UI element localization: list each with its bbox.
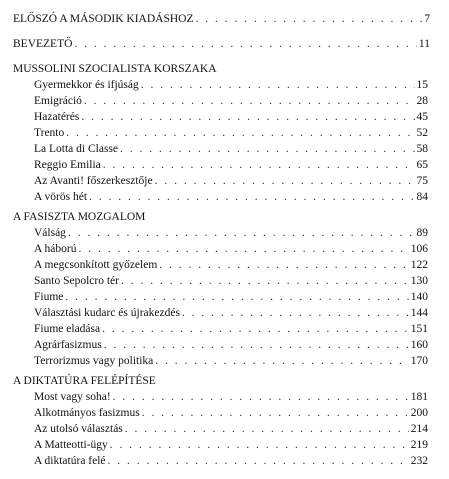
dot-leader — [103, 159, 415, 172]
dot-leader — [68, 227, 415, 240]
entry-page: 151 — [410, 323, 428, 335]
entry-page: 130 — [410, 275, 428, 287]
section-heading: A DIKTATÚRA FELÉPÍTÉSE — [13, 375, 156, 387]
toc-entry — [34, 275, 428, 288]
entry-page: 214 — [410, 423, 428, 435]
toc-entry — [34, 291, 428, 304]
entry-page: 28 — [416, 95, 428, 107]
toc-entry — [34, 243, 428, 256]
toc-entry — [34, 227, 428, 240]
entry-title: Most vagy soha! — [34, 391, 111, 403]
toc-entry — [34, 323, 428, 336]
entry-title: La Lotta di Classe — [34, 143, 118, 155]
entry-page: 232 — [410, 455, 428, 467]
entry-title: Az Avanti! főszerkesztője — [34, 175, 153, 187]
entry-page: 160 — [410, 339, 428, 351]
entry-page: 122 — [410, 259, 428, 271]
toc-entry — [34, 339, 428, 352]
dot-leader — [196, 13, 423, 26]
toc-entry — [34, 391, 428, 404]
entry-title: ELŐSZÓ A MÁSODIK KIADÁSHOZ — [13, 13, 194, 25]
entry-title: A diktatúra felé — [34, 455, 106, 467]
entry-title: Válság — [34, 227, 66, 239]
dot-leader — [104, 339, 409, 352]
entry-title: BEVEZETŐ — [13, 38, 73, 50]
entry-title: A Matteotti-ügy — [34, 439, 108, 451]
dot-leader — [81, 111, 414, 124]
dot-leader — [66, 127, 414, 140]
entry-page: 200 — [410, 407, 428, 419]
entry-title: Santo Sepolcro tér — [34, 275, 119, 287]
toc-entry — [34, 95, 428, 108]
entry-page: 75 — [416, 175, 428, 187]
toc-entry — [34, 79, 428, 92]
dot-leader — [108, 455, 409, 468]
entry-page: 7 — [424, 13, 430, 25]
entry-title: A háború — [34, 243, 77, 255]
toc-entry-preface — [13, 13, 430, 26]
entry-page: 106 — [410, 243, 428, 255]
entry-title: Reggio Emilia — [34, 159, 101, 171]
dot-leader — [102, 323, 409, 336]
toc-entry — [34, 111, 428, 124]
dot-leader — [125, 423, 409, 436]
entry-page: 58 — [416, 143, 428, 155]
entry-title: A megcsonkított győzelem — [34, 259, 158, 271]
dot-leader — [121, 275, 409, 288]
toc-entry — [34, 455, 428, 468]
entry-page: 15 — [416, 79, 428, 91]
toc-entry — [34, 355, 428, 368]
toc-entry — [34, 159, 428, 172]
entry-page: 52 — [416, 127, 428, 139]
entry-title: Hazatérés — [34, 111, 80, 123]
toc-entry — [34, 191, 428, 204]
dot-leader — [155, 175, 415, 188]
section-heading: MUSSOLINI SZOCIALISTA KORSZAKA — [13, 63, 217, 75]
entry-title: Választási kudarc és újrakezdés — [34, 307, 180, 319]
section-heading: A FASISZTA MOZGALOM — [13, 211, 146, 223]
dot-leader — [65, 291, 408, 304]
entry-page: 45 — [416, 111, 428, 123]
entry-title: Terrorizmus vagy politika — [34, 355, 154, 367]
dot-leader — [113, 391, 409, 404]
dot-leader — [141, 79, 415, 92]
toc-entry — [34, 259, 428, 272]
entry-title: Az utolsó választás — [34, 423, 123, 435]
entry-title: Trento — [34, 127, 65, 139]
entry-page: 89 — [416, 227, 428, 239]
toc-entry — [34, 127, 428, 140]
toc-entry — [34, 407, 428, 420]
entry-page: 84 — [416, 191, 428, 203]
entry-title: Agrárfasizmus — [34, 339, 102, 351]
entry-title: Gyermekkor és ifjúság — [34, 79, 139, 91]
dot-leader — [159, 259, 408, 272]
entry-title: Alkotmányos fasizmus — [34, 407, 140, 419]
entry-title: Fiume eladása — [34, 323, 101, 335]
entry-page: 144 — [410, 307, 428, 319]
entry-page: 65 — [416, 159, 428, 171]
toc-entry — [34, 307, 428, 320]
entry-page: 181 — [410, 391, 428, 403]
toc-entry — [34, 175, 428, 188]
entry-page: 140 — [410, 291, 428, 303]
dot-leader — [155, 355, 408, 368]
entry-page: 219 — [410, 439, 428, 451]
toc-entry — [34, 143, 428, 156]
dot-leader — [110, 439, 409, 452]
entry-page: 11 — [418, 38, 430, 50]
dot-leader — [89, 191, 414, 204]
dot-leader — [84, 95, 415, 108]
dot-leader — [78, 243, 408, 256]
toc-entry — [34, 439, 428, 452]
entry-title: Emigráció — [34, 95, 82, 107]
entry-title: A vörös hét — [34, 191, 88, 203]
toc-entry-intro — [13, 38, 430, 51]
dot-leader — [74, 38, 417, 51]
dot-leader — [120, 143, 415, 156]
dot-leader — [182, 307, 409, 320]
dot-leader — [142, 407, 409, 420]
toc-entry — [34, 423, 428, 436]
entry-title: Fiume — [34, 291, 64, 303]
entry-page: 170 — [410, 355, 428, 367]
